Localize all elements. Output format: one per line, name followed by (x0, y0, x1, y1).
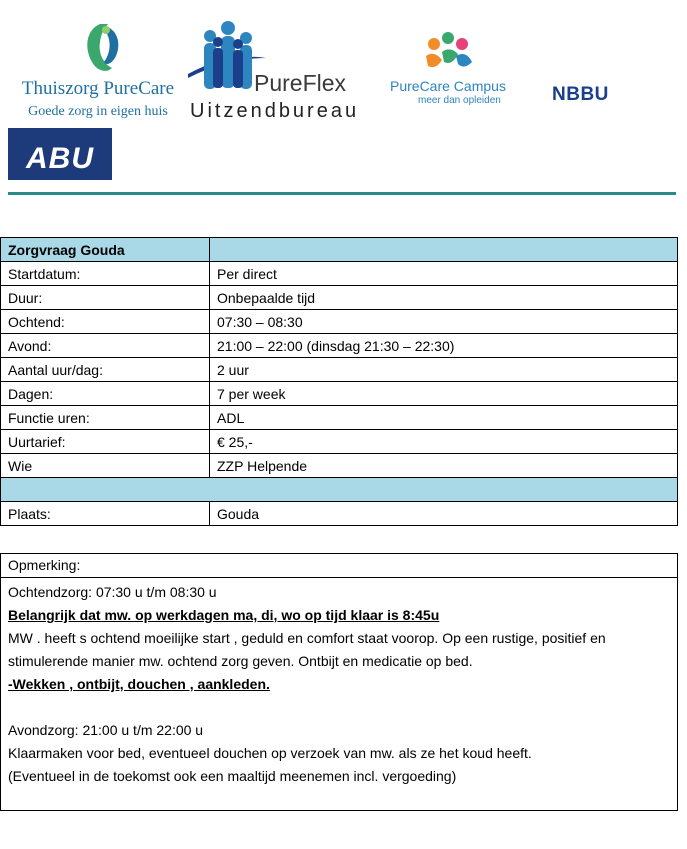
important-note: Belangrijk dat mw. op werkdagen ma, di, wo op tijd klaar is 8:45u (8, 607, 440, 623)
row-label: Functie uren: (1, 406, 210, 430)
row-label: Duur: (1, 286, 210, 310)
table-row (1, 334, 678, 358)
table-row (1, 358, 678, 382)
thuiszorg-purecare-logo (8, 18, 186, 128)
table-row (1, 454, 678, 478)
pureflex-subtitle: Uitzendbureau (190, 100, 360, 122)
purecare-campus-logo (390, 30, 518, 110)
row-value: ZZP Helpende (210, 454, 678, 478)
table-row (1, 406, 678, 430)
row-label: Dagen: (1, 382, 210, 406)
row-label: Wie (1, 454, 210, 478)
campus-name: PureCare Campus (390, 78, 506, 94)
row-label: Avond: (1, 334, 210, 358)
table-row-place (1, 502, 678, 526)
description-line-2: stimulerende manier mw. ochtend zorg geven. Ontbijt en medicatie op bed. (8, 653, 473, 669)
thuiszorg-figure-icon (8, 18, 186, 78)
row-label: Uurtarief: (1, 430, 210, 454)
table-row (1, 430, 678, 454)
row-label: Aantal uur/dag: (1, 358, 210, 382)
morning-time: Ochtendzorg: 07:30 u t/m 08:30 u (8, 584, 217, 600)
separator-cell (1, 478, 678, 502)
table-row (1, 382, 678, 406)
thuiszorg-name: Thuiszorg PureCare (21, 78, 175, 99)
place-label: Plaats: (1, 502, 210, 526)
row-label: Startdatum: (1, 262, 210, 286)
pureflex-logo (188, 18, 364, 126)
row-value: 21:00 – 22:00 (dinsdag 21:30 – 22:30) (210, 334, 678, 358)
row-label: Ochtend: (1, 310, 210, 334)
table-row (1, 310, 678, 334)
row-value: 07:30 – 08:30 (210, 310, 678, 334)
tasks-line: -Wekken , ontbijt, douchen , aankleden. (8, 676, 270, 692)
remarks-box (0, 553, 678, 811)
table-separator-band (1, 478, 678, 502)
row-value: ADL (210, 406, 678, 430)
remarks-body (1, 578, 677, 788)
thuiszorg-tagline: Goede zorg in eigen huis (28, 104, 168, 119)
row-value: Per direct (210, 262, 678, 286)
campus-people-icon (390, 30, 518, 78)
campus-tagline: meer dan opleiden (418, 95, 501, 106)
evening-line-1: Klaarmaken voor bed, eventueel douchen op verzoek van mw. als ze het koud heeft. (8, 745, 532, 761)
evening-line-2: (Eventueel in de toekomst ook een maaltijd meenemen incl. vergoeding) (8, 768, 457, 784)
row-value: 2 uur (210, 358, 678, 382)
table-header-empty (210, 238, 678, 262)
nbbu-logo: NBBU (552, 84, 609, 105)
table-row (1, 262, 678, 286)
evening-time: Avondzorg: 21:00 u t/m 22:00 u (8, 722, 204, 738)
place-value: Gouda (210, 502, 678, 526)
table-header-row (1, 238, 678, 262)
spacer (8, 696, 670, 719)
row-value: Onbepaalde tijd (210, 286, 678, 310)
abu-logo-text: ABU (26, 142, 94, 175)
table-title: Zorgvraag Gouda (1, 238, 210, 262)
remarks-title: Opmerking: (1, 554, 677, 578)
row-value: 7 per week (210, 382, 678, 406)
table-row (1, 286, 678, 310)
description-line-1: MW . heeft s ochtend moeilijke start , geduld en comfort staat voorop. Op een rustige, positief en (8, 630, 606, 646)
pureflex-name: PureFlex (254, 70, 347, 96)
abu-logo (8, 128, 112, 180)
care-request-table (0, 237, 678, 526)
header-divider (8, 192, 676, 195)
row-value: € 25,- (210, 430, 678, 454)
